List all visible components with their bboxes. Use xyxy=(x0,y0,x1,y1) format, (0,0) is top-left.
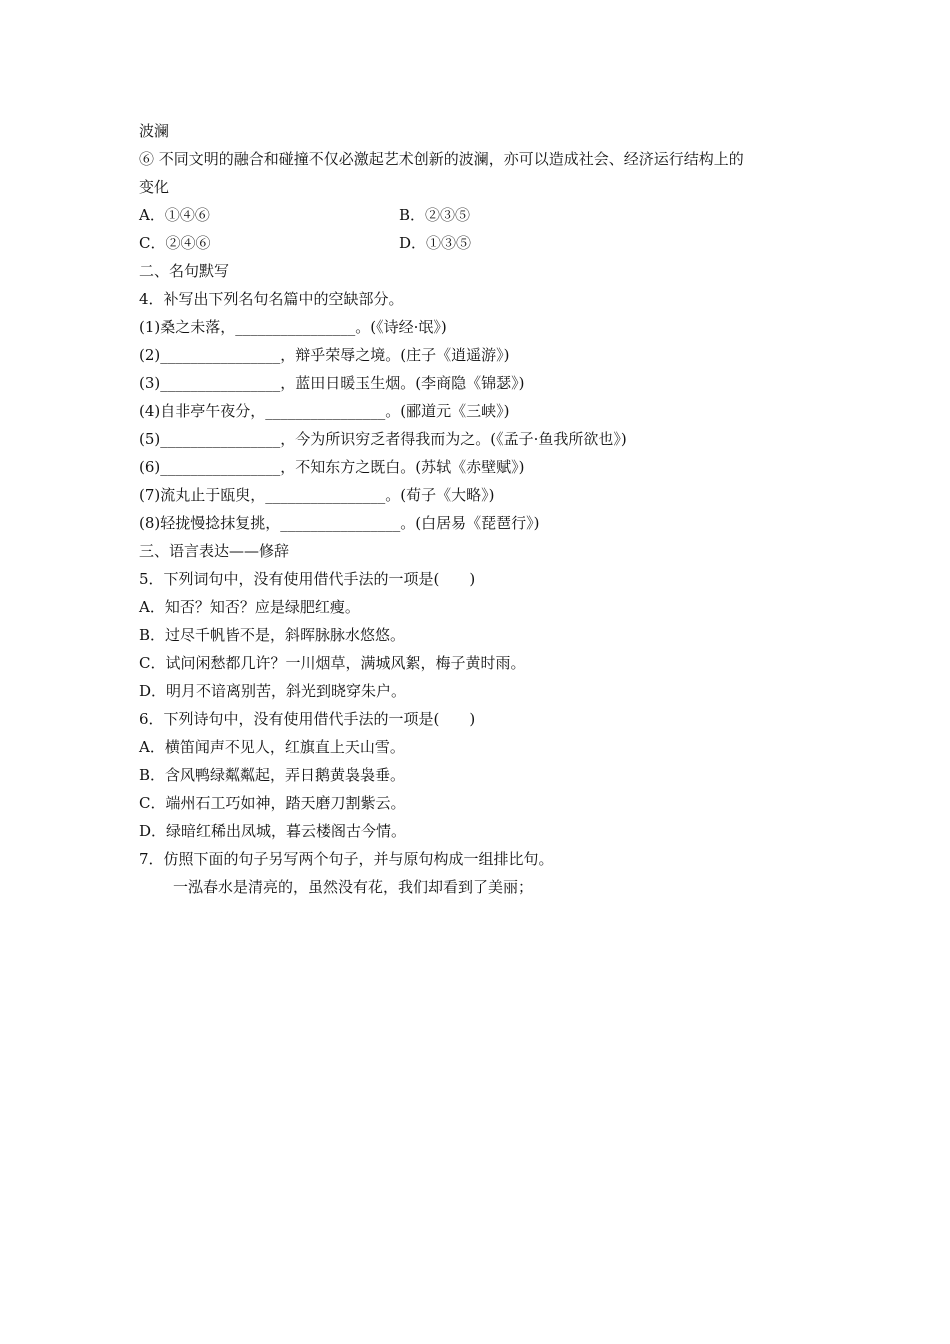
question-6: 6．下列诗句中，没有使用借代手法的一项是( ) xyxy=(139,710,476,728)
section-heading: 三、语言表达——修辞 xyxy=(139,542,290,560)
question-4-item-2: (2)________________，辩乎荣辱之境。(庄子《逍遥游》) xyxy=(139,346,510,364)
question-4-item-8: (8)轻拢慢捻抹复挑，________________。(白居易《琵琶行》) xyxy=(139,514,540,532)
question-5-option-c: C．试问闲愁都几许？一川烟草，满城风絮，梅子黄时雨。 xyxy=(139,654,526,672)
question-4-item-6: (6)________________，不知东方之既白。(苏轼《赤壁赋》) xyxy=(139,458,525,476)
text-line: 变化 xyxy=(139,178,170,196)
question-5: 5．下列词句中，没有使用借代手法的一项是( ) xyxy=(139,570,476,588)
question-7-sample-sentence: 一泓春水是清亮的，虽然没有花，我们却看到了美丽； xyxy=(173,878,534,896)
question-4: 4．补写出下列名句名篇中的空缺部分。 xyxy=(139,290,404,308)
text-line: 波澜 xyxy=(139,122,170,140)
question-5-option-a: A．知否？知否？应是绿肥红瘦。 xyxy=(139,598,360,616)
option-c: C．②④⑥ xyxy=(139,234,211,252)
question-7: 7．仿照下面的句子另写两个句子，并与原句构成一组排比句。 xyxy=(139,850,554,868)
option-a: A．①④⑥ xyxy=(139,206,210,224)
question-4-item-5: (5)________________，今为所识穷乏者得我而为之。(《孟子·鱼我所欲也》) xyxy=(139,430,627,448)
question-4-item-7: (7)流丸止于瓯臾，________________。(荀子《大略》) xyxy=(139,486,495,504)
option-d: D．①③⑤ xyxy=(399,234,472,252)
question-5-option-d: D．明月不谙离别苦，斜光到晓穿朱户。 xyxy=(139,682,407,700)
question-6-option-a: A．横笛闻声不见人，红旗直上天山雪。 xyxy=(139,738,405,756)
question-4-item-4: (4)自非亭午夜分，________________。(郦道元《三峡》) xyxy=(139,402,510,420)
option-b: B．②③⑤ xyxy=(399,206,471,224)
section-heading: 二、名句默写 xyxy=(139,262,230,280)
question-4-item-1: (1)桑之未落，________________。(《诗经·氓》) xyxy=(139,318,447,336)
text-line: ⑥ 不同文明的融合和碰撞不仅必激起艺术创新的波澜，亦可以造成社会、经济运行结构上的 xyxy=(139,150,744,168)
question-5-option-b: B．过尽千帆皆不是，斜晖脉脉水悠悠。 xyxy=(139,626,406,644)
question-4-item-3: (3)________________，蓝田日暖玉生烟。(李商隐《锦瑟》) xyxy=(139,374,525,392)
question-6-option-c: C．端州石工巧如神，踏天磨刀割紫云。 xyxy=(139,794,406,812)
question-6-option-b: B．含风鸭绿粼粼起，弄日鹅黄袅袅垂。 xyxy=(139,766,406,784)
question-6-option-d: D．绿暗红稀出凤城，暮云楼阁古今情。 xyxy=(139,822,407,840)
